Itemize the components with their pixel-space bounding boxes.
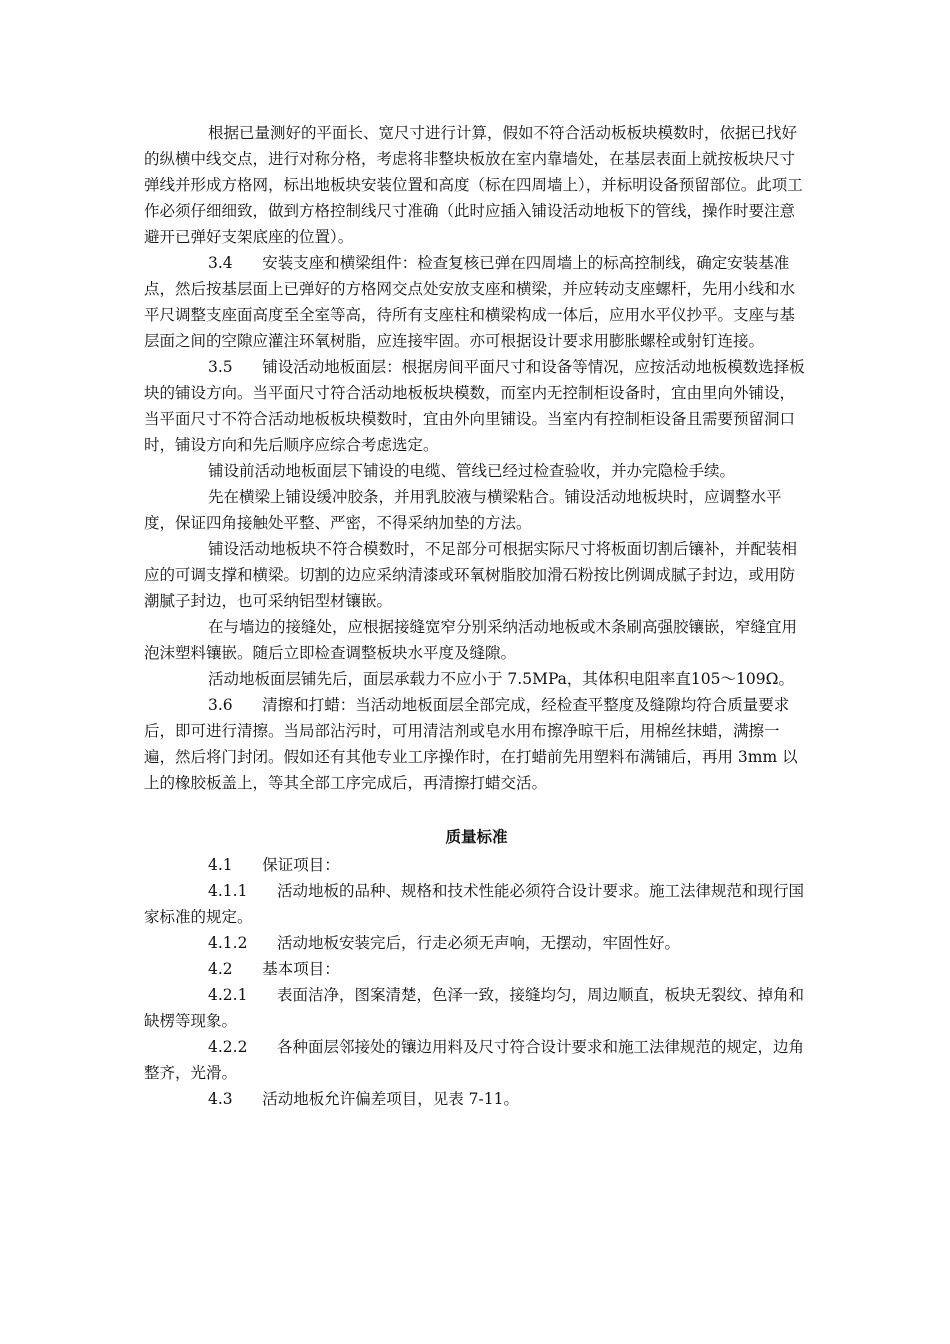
paragraph-3-5-laying: 3.5 铺设活动地板面层：根据房间平面尺寸和设备等情况，应按活动地板模数选择板块的铺设方向。当平面尺寸符合活动地板板块模数，而室内无控制柜设备时，宜由里向外铺设，当平面尺寸不符合活动地板板块模数时，宜由外向里铺设。当室内有控制柜设备且需要预留洞口时，铺设方向和先后顺序应综合考虑选定。 xyxy=(144,358,805,454)
paragraph-3-4-supports: 3.4 安装支座和横梁组件：检查复核已弹在四周墙上的标高控制线，确定安装基准点，然后按基层面上已弹好的方格网交点处安放支座和横梁，并应转动支座螺杆，先用小线和水平尺调整支座面高度至全室等高，待所有支座柱和横梁构成一体后，应用水平仪抄平。支座与基层面之间的空隙应灌注环氧树脂，应连接牢固。亦可根据设计要求用膨胀螺栓或射钉连接。 xyxy=(144,254,796,350)
paragraph-load-capacity: 活动地板面层铺先后，面层承载力不应小于 7.5MPa，其体积电阻率直105～109Ω。 xyxy=(208,670,794,688)
paragraph-buffer-strip: 先在横梁上铺设缓冲胶条，并用乳胶液与横梁粘合。铺设活动地板块时，应调整水平度，保证四角接触处平整、严密，不得采纳加垫的方法。 xyxy=(144,488,782,532)
item-4-2-1: 4.2.1 表面洁净，图案清楚，色泽一致，接缝均匀，周边顺直，板块无裂纹、掉角和缺楞等现象。 xyxy=(144,986,805,1030)
item-4-2: 4.2 基本项目： xyxy=(208,960,340,978)
item-4-1-1: 4.1.1 活动地板的品种、规格和技术性能必须符合设计要求。施工法律规范和现行国家标准的规定。 xyxy=(144,882,805,926)
paragraph-cut-panels: 铺设活动地板块不符合模数时，不足部分可根据实际尺寸将板面切割后镶补，并配装相应的可调支撑和横梁。切割的边应采纳清漆或环氧树脂胶加滑石粉按比例调成腻子封边，或用防潮腻子封边，也可采纳铝型材镶嵌。 xyxy=(144,540,798,610)
section-heading-quality: 质量标准 xyxy=(445,828,508,846)
item-4-2-2: 4.2.2 各种面层邻接处的镶边用料及尺寸符合设计要求和施工法律规范的规定，边角整齐，光滑。 xyxy=(144,1038,805,1082)
paragraph-layout-grid: 根据已量测好的平面长、宽尺寸进行计算，假如不符合活动板板块模数时，依据已找好的纵横中线交点，进行对称分格，考虑将非整块板放在室内靠墙处，在基层表面上就按板块尺寸弹线并形成方格网，标出地板块安装位置和高度（标在四周墙上），并标明设备预留部位。此项工作必须仔细细致，做到方格控制线尺寸准确（此时应插入铺设活动地板下的管线，操作时要注意避开已弹好支架底座的位置）。 xyxy=(144,124,803,246)
paragraph-cable-inspection: 铺设前活动地板面层下铺设的电缆、管线已经过检查验收，并办完隐检手续。 xyxy=(208,462,736,480)
item-4-3: 4.3 活动地板允许偏差项目，见表 7-11。 xyxy=(208,1090,519,1108)
paragraph-wall-joints: 在与墙边的接缝处，应根据接缝宽窄分别采纳活动地板或木条刷高强胶镶嵌，窄缝宜用泡沫塑料镶嵌。随后立即检查调整板块水平度及缝隙。 xyxy=(144,618,798,662)
item-4-1: 4.1 保证项目： xyxy=(208,856,340,874)
document-body xyxy=(144,120,809,1112)
paragraph-3-6-cleaning: 3.6 清擦和打蜡：当活动地板面层全部完成，经检查平整度及缝隙均符合质量要求后，即可进行清擦。当局部沾污时，可用清洁剂或皂水用布擦净晾干后，用棉丝抹蜡，满擦一遍，然后将门封闭。假如还有其他专业工序操作时，在打蜡前先用塑料布满铺后，再用 3mm 以上的橡胶板盖上，等其全部工序完成后，再清擦打蜡交活。 xyxy=(144,696,798,792)
item-4-1-2: 4.1.2 活动地板安装完后，行走必须无声响，无摆动，牢固性好。 xyxy=(208,934,681,952)
